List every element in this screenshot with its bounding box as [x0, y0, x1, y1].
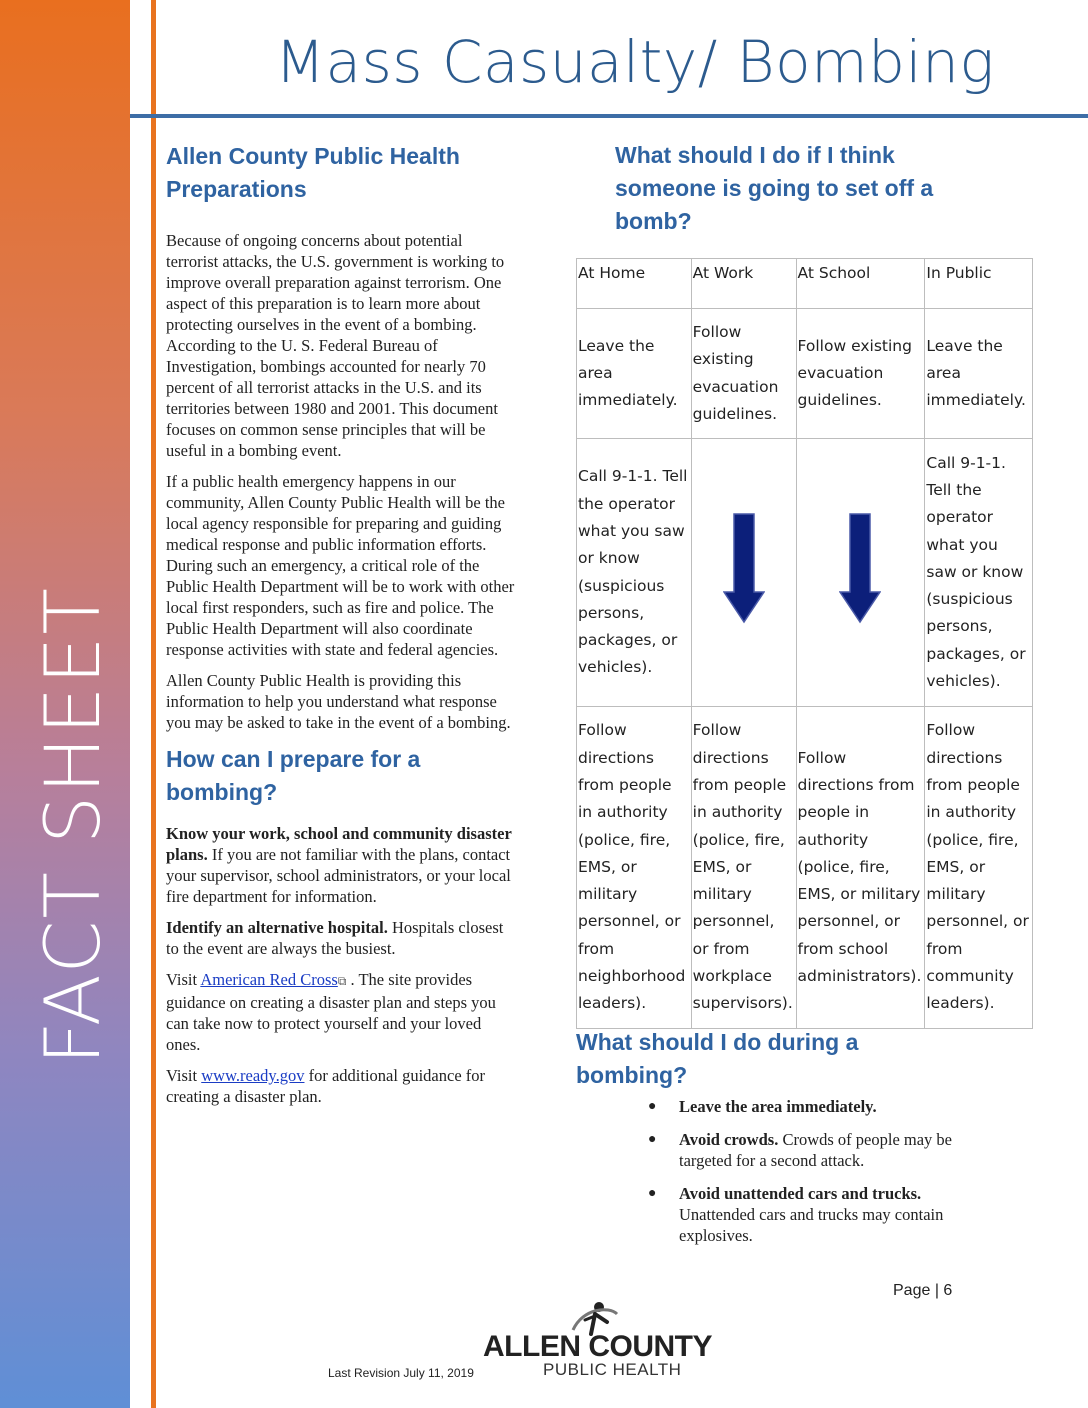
down-arrow-icon	[723, 512, 765, 624]
external-link-icon: ⧉	[337, 974, 347, 988]
table-cell: Follow existing evacuation guidelines.	[796, 309, 925, 439]
left-column	[166, 140, 516, 1117]
prep-plans-bold: Know your work, school and community disaster plans.	[166, 824, 512, 864]
page-number: Page | 6	[893, 1282, 953, 1299]
list-item-bold: Avoid crowds.	[679, 1130, 779, 1149]
prep-hospital-bold: Identify an alternative hospital.	[166, 918, 388, 937]
table-header: At School	[796, 259, 925, 309]
prep-redcross-visit: Visit	[166, 970, 201, 989]
prep-readygov-visit: Visit	[166, 1066, 202, 1085]
table-cell: Leave the area immediately.	[577, 309, 692, 439]
table-cell: Follow directions from people in authority (police, fire, EMS, or military personnel, or from neighborhood leaders).	[577, 707, 692, 1029]
title-underline	[130, 114, 1088, 118]
table-cell: Call 9-1-1. Tell the operator what you saw or know (suspicious persons, packages, or vehicles).	[925, 439, 1033, 707]
table-row	[577, 309, 1033, 439]
right-heading-block	[615, 139, 995, 238]
list-item	[640, 1183, 970, 1246]
table-cell: Leave the area immediately.	[925, 309, 1033, 439]
heading-preparations: Allen County Public Health Preparations	[166, 143, 460, 202]
table-cell: Follow directions from people in authority (police, fire, EMS, or military personnel, or from workplace supervisors).	[691, 707, 796, 1029]
table-cell: Follow directions from people in authority (police, fire, EMS, or military personnel, or from community leaders).	[925, 707, 1033, 1029]
red-cross-link[interactable]: American Red Cross	[200, 970, 338, 989]
list-item-bold: Avoid unattended cars and trucks.	[679, 1184, 922, 1203]
prep-redcross-text: . The site provides guidance on creating a disaster plan and steps you can take now to protect yourself and your loved ones.	[166, 970, 496, 1054]
table-row	[577, 707, 1033, 1029]
ready-gov-link[interactable]: www.ready.gov	[201, 1066, 305, 1085]
revision-date: Last Revision July 11, 2019	[328, 1366, 474, 1380]
sidebar-band	[0, 0, 130, 1408]
list-item	[640, 1129, 970, 1171]
during-list	[640, 1096, 970, 1258]
paragraph-intro: Because of ongoing concerns about potential terrorist attacks, the U.S. government is working to improve overall preparation against terrorism. One aspect of this preparation is to learn more about protecting ourselves in the event of a bombing. According to the U. S. Federal Bureau of Investigation, bombings accounted for nearly 70 percent of all terrorist attacks in the U.S. and its territories between 1980 and 2001. This document focuses on common sense principles that will be useful in a bombing event.	[166, 231, 505, 460]
during-heading-block	[576, 1026, 936, 1092]
action-table	[576, 258, 1033, 1029]
table-cell: Follow directions from people in authority (police, fire, EMS, or military personnel, or from school administrators).	[796, 707, 925, 1029]
prep-redcross	[166, 969, 516, 1055]
sidebar-label: FACT SHEET	[28, 586, 117, 1065]
down-arrow-icon	[839, 512, 881, 624]
table-cell-arrow	[691, 439, 796, 707]
heading-threat: What should I do if I think someone is going to set off a bomb?	[615, 142, 934, 234]
list-item-text: Unattended cars and trucks may contain explosives.	[679, 1205, 944, 1245]
table-cell: Follow existing evacuation guidelines.	[691, 309, 796, 439]
table-header-row	[577, 259, 1033, 309]
table-row	[577, 439, 1033, 707]
list-item-bold: Leave the area immediately.	[679, 1097, 877, 1116]
table-header: At Work	[691, 259, 796, 309]
logo-subtitle: PUBLIC HEALTH	[543, 1360, 682, 1379]
prep-hospital	[166, 917, 516, 959]
prep-plans-text: If you are not familiar with the plans, contact your supervisor, school administrators, or your local fire department for information.	[166, 845, 511, 906]
prep-plans	[166, 823, 516, 907]
prep-readygov-text: for additional guidance for creating a disaster plan.	[166, 1066, 486, 1106]
bullet-icon: ●	[648, 1186, 657, 1201]
table-header: At Home	[577, 259, 692, 309]
page-title: Mass Casualty/ Bombing	[275, 28, 995, 96]
heading-during: What should I do during a bombing?	[576, 1029, 859, 1088]
bullet-icon: ●	[648, 1099, 657, 1114]
prep-hospital-text: Hospitals closest to the event are always the busiest.	[166, 918, 504, 958]
logo-name: ALLEN COUNTY	[483, 1330, 712, 1363]
vertical-rule	[151, 0, 156, 1408]
bullet-icon: ●	[648, 1132, 657, 1147]
allen-county-logo	[483, 1300, 763, 1382]
paragraph-role: If a public health emergency happens in our community, Allen County Public Health will be the local agency responsible for preparing and guiding medical response and public information efforts. During such an emergency, a critical role of the Public Health Department will be to work with other local first responders, such as fire and police. The Public Health Department will also coordinate response activities with state and federal agencies.	[166, 472, 515, 659]
list-item	[640, 1096, 970, 1117]
table-cell-arrow	[796, 439, 925, 707]
list-item-text: Crowds of people may be targeted for a second attack.	[679, 1130, 952, 1170]
paragraph-purpose: Allen County Public Health is providing this information to help you understand what response you may be asked to take in the event of a bombing.	[166, 671, 511, 732]
table-cell: Call 9-1-1. Tell the operator what you saw or know (suspicious persons, packages, or vehicles).	[577, 439, 692, 707]
heading-prepare: How can I prepare for a bombing?	[166, 746, 421, 805]
prep-readygov	[166, 1065, 516, 1107]
table-header: In Public	[925, 259, 1033, 309]
